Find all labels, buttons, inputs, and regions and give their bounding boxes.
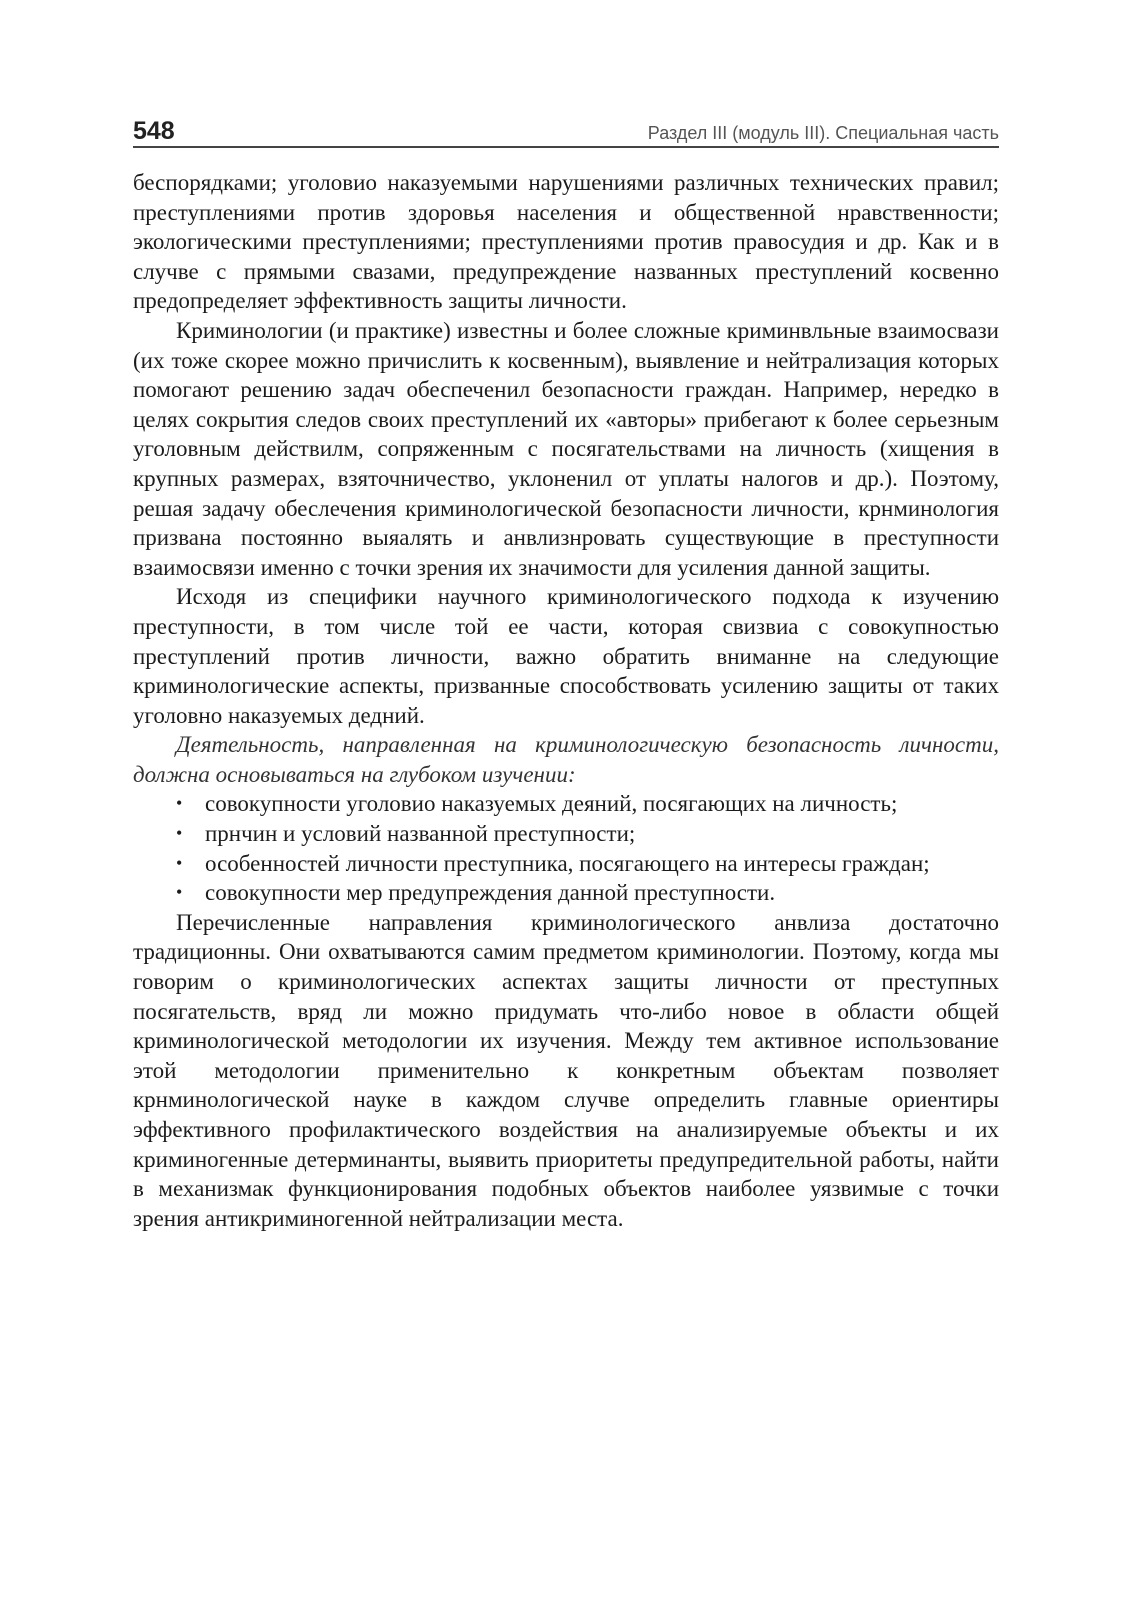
book-page bbox=[133, 110, 999, 1233]
running-header bbox=[133, 110, 999, 148]
list-item bbox=[133, 878, 999, 908]
list-item bbox=[133, 819, 999, 849]
paragraph-1: беспорядками; уголовио наказуемыми нарушениями различных технических правил; преступлениями против здоровья населения и общественной нравственности; экологическими преступлениями; преступлениями против правосудия и др. Как и в случве с прямыми свазами, предупреждение названных преступлений косвенно предопределяет эффективность защиты личности. bbox=[133, 170, 999, 314]
bullet-icon: • bbox=[176, 793, 183, 814]
list-item-text: совокупности уголовио наказуемых деяний, посягающих на личность; bbox=[205, 791, 898, 817]
bullet-icon: • bbox=[176, 823, 183, 844]
list-item-text: прнчин и условий названной преступности; bbox=[205, 821, 636, 847]
paragraph-2: Криминологии (и практике) известны и более сложные криминвльные взаимосвази (их тоже скорее можно причислить к косвенным), выявление и нейтрализация которых помогают решению задач обеспеченил безопасности граждан. Например, нередко в целях сокрытия следов своих преступлений их «авторы» прибегают к более серьезным уголовным действилм, сопряженным с посягательствами на личность (хищения в крупных размерах, взяточничество, уклоненил от уплаты налогов и др.). Поэтому, решая задачу обеслечения криминологической безопасности личности, крнминология призвана постоянно выяалять и анвлизнровать существующие в преступности взаимосвязи именно с точки зрения их значимости для усиления данной защиты. bbox=[133, 317, 999, 580]
list-item bbox=[133, 849, 999, 879]
page-number: 548 bbox=[133, 117, 175, 145]
list-item-text: особенностей личности преступника, посягающего на интересы граждан; bbox=[205, 850, 930, 876]
bullet-icon: • bbox=[176, 882, 183, 903]
list-item-text: совокупности мер предупреждения данной преступности. bbox=[205, 880, 776, 906]
paragraph-5: Перечисленные направления криминологического анвлиза достаточно традиционны. Они охватываются самим предметом криминологии. Поэтому, когда мы говорим о криминологических аспектах защиты личности от преступных посягательств, вряд ли можно придумать что-либо новое в области общей криминологической методологии их изучения. Между тем активное использование этой методологии применительно к конкретным объектам позволяет крнминологической науке в каждом случве определить главные ориентиры эффективного профилактического воздействия на анализируемые объекты и их криминогенные детерминанты, выявить приоритеты предупредительной работы, найти в механизмак функционирования подобных объектов наиболее уязвимые с точки зрения антикриминогенной нейтрализации места. bbox=[133, 909, 999, 1231]
paragraph-3: Исходя из специфики научного криминологического подхода к изучению преступности, в том числе той ее части, которая свизвиа с совокупностью преступлений против личности, важно обратить вниманне на следующие криминологические аспекты, призванные способствовать усилению защиты от таких уголовно наказуемых дедний. bbox=[133, 584, 999, 728]
section-title: Раздел III (модуль III). Специальная часть bbox=[647, 123, 999, 143]
body-text bbox=[133, 168, 999, 1233]
list-item bbox=[133, 789, 999, 819]
bullet-icon: • bbox=[176, 852, 183, 873]
italic-lead-paragraph: Деятельность, направленная на криминологическую безопасность личности, должна основываться на глубоком изучении: bbox=[133, 732, 999, 787]
bullet-list bbox=[133, 789, 999, 907]
